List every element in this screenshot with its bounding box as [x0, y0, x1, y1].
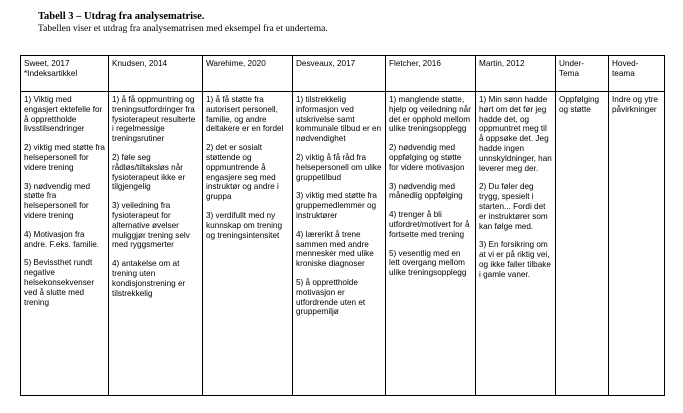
cell-sweet-2017: [21, 92, 109, 396]
cell-paragraph: Indre og ytre påvirkninger: [612, 95, 658, 114]
cell-desveaux-2017: [293, 92, 386, 396]
cell-paragraph: 3) veiledning fra fysioterapeut for alternative øvelser muliggjør trening selv med ryggsmerter: [112, 201, 190, 250]
analysis-matrix-table: [20, 55, 665, 396]
cell-paragraph: 5) å opprettholde motivasjon er utfordrende uten et gruppemiljø: [296, 277, 366, 317]
cell-paragraph: Oppfølging og støtte: [559, 95, 600, 114]
cell-paragraph: 4) Motivasjon fra andre. F.eks. familie.: [24, 229, 100, 249]
header-desveaux-2017: Desveaux, 2017: [293, 56, 386, 92]
cell-paragraph: 1) Min sønn hadde hørt om det før jeg hadde det, og oppmuntret meg til å oppsøke det. Jeg hadde ingen unnskyldninger, han leverer meg der.: [479, 95, 552, 173]
cell-paragraph: 4) trenger å bli utfordret/motivert for å fortsette med trening: [389, 210, 470, 239]
table-row: [21, 92, 665, 396]
cell-hovedtema: [609, 92, 665, 396]
cell-paragraph: 2) viktig å få råd fra helsepersonell om ulike gruppetilbud: [296, 152, 382, 182]
cell-paragraph: 2) viktig med støtte fra helsepersonell for videre trening: [24, 143, 105, 172]
header-undertema: Under- Tema: [556, 56, 609, 92]
cell-paragraph: 1) tilstrekkelig informasjon ved utskrivelse samt kommunale tilbud er en nødvendighet: [296, 95, 382, 144]
cell-fletcher-2016: [386, 92, 476, 396]
header-knudsen-2014: Knudsen, 2014: [109, 56, 203, 92]
cell-paragraph: 2) nødvendig med oppfølging og støtte for videre motivasjon: [389, 143, 465, 172]
cell-paragraph: 2) det er sosialt støttende og oppmuntrende å engasjere seg med instruktør og andre i gruppa: [206, 143, 279, 202]
cell-paragraph: 1) å få oppmuntring og treningsutfordringer fra fysioterapeut resulterte i regelmessige treningsrutiner: [112, 95, 196, 144]
cell-paragraph: 3) nødvendig med månedlig oppfølging: [389, 181, 463, 201]
cell-knudsen-2014: [109, 92, 203, 396]
cell-paragraph: 5) vesentlig med en lett overgang mellom ulike treningsopplegg: [389, 248, 467, 278]
cell-undertema: [556, 92, 609, 396]
header-warehime-2020: Warehime, 2020: [203, 56, 293, 92]
table-title: Tabell 3 – Utdrag fra analysematrise.: [38, 11, 205, 22]
header-hovedtema: Hoved- teama: [609, 56, 665, 92]
cell-paragraph: 2) Du føler deg trygg, spesielt i starten... Fordi det er instruktører som kan følge med.: [479, 182, 548, 231]
cell-warehime-2020: [203, 92, 293, 396]
cell-martin-2012: [476, 92, 556, 396]
cell-paragraph: 3) nødvendig med støtte fra helsepersonell for videre trening: [24, 181, 90, 220]
cell-paragraph: 1) Viktig med engasjert ektefelle for å opprettholde livsstilsendringer: [24, 95, 103, 134]
table-subtitle: Tabellen viser et utdrag fra analysematrisen med eksempel fra et undertema.: [38, 24, 328, 34]
cell-paragraph: 1) manglende støtte, hjelp og veiledning når det er opphold mellom ulike treningsopplegg: [389, 95, 471, 134]
header-fletcher-2016: Fletcher, 2016: [386, 56, 476, 92]
cell-paragraph: 2) føle seg rådløs/tiltaksløs når fysioterapeut ikke er tilgjengelig: [112, 152, 186, 192]
cell-paragraph: 3) En forsikring om at vi er på riktig vei, og ikke faller tilbake i gamle vaner.: [479, 240, 551, 279]
header-sweet-2017: Sweet, 2017 *Indeksartikkel: [21, 56, 109, 92]
cell-paragraph: 4) lærerikt å trene sammen med andre mennesker med ulike kroniske diagnoser: [296, 229, 374, 269]
cell-paragraph: 4) antakelse om at trening uten kondisjonstrening er tilstrekkelig: [112, 259, 186, 298]
table-caption: [38, 11, 678, 35]
cell-paragraph: 3) verdifullt med ny kunnskap om trening og treningsintensitet: [206, 210, 283, 240]
cell-paragraph: 1) å få støtte fra autorisert personell, familie, og andre deltakere er en fordel: [206, 95, 284, 134]
cell-paragraph: 5) Bevissthet rundt negative helsekonsekvenser ved å slutte med trening: [24, 258, 95, 307]
header-row: [21, 56, 665, 92]
cell-paragraph: 3) viktig med støtte fra gruppemedlemmer og instruktører: [296, 191, 377, 220]
header-martin-2012: Martin, 2012: [476, 56, 556, 92]
